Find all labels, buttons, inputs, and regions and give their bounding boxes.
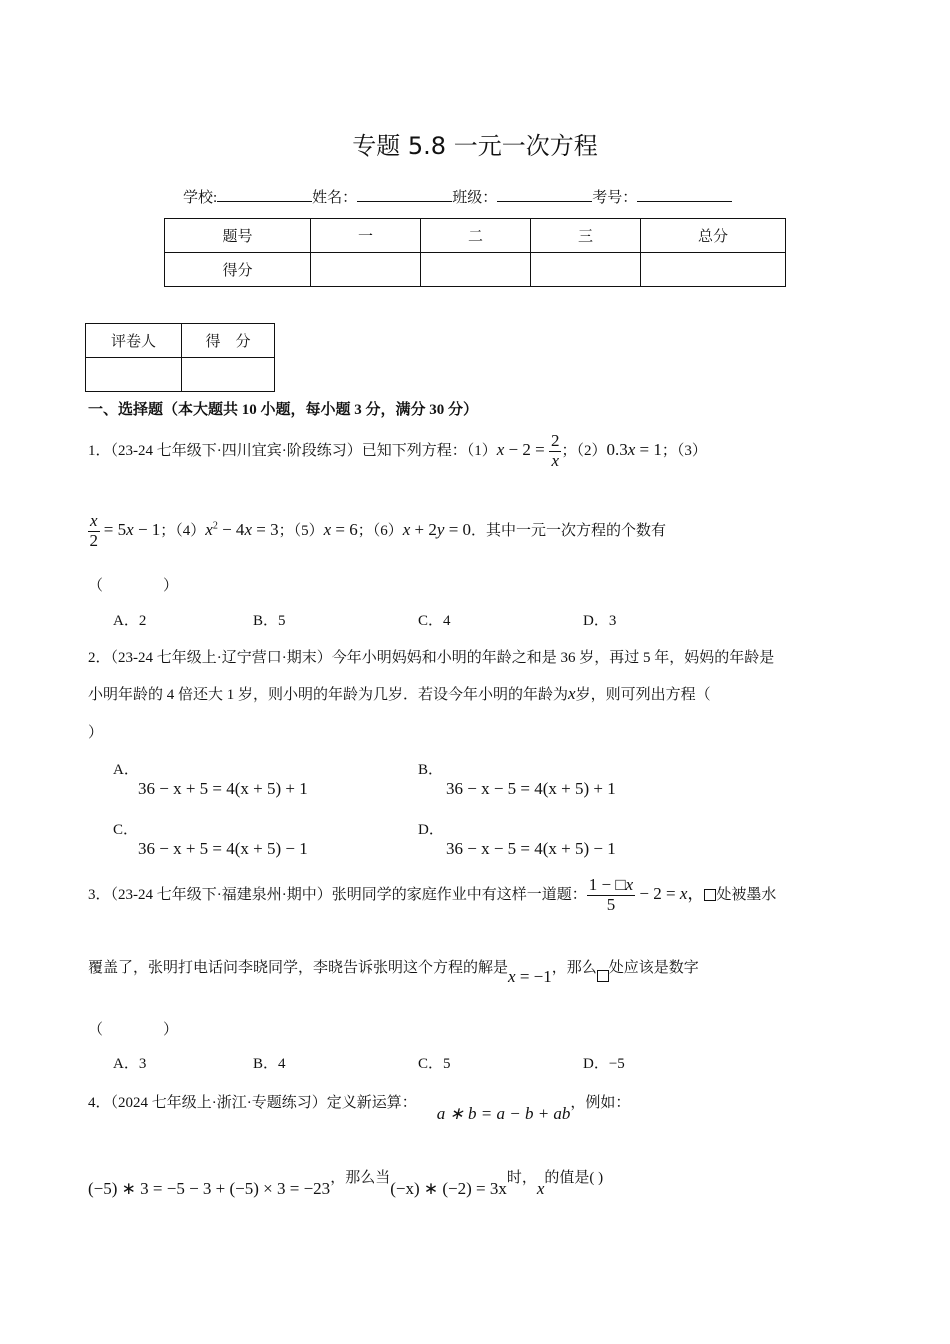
header-cell: 一 (311, 219, 421, 253)
q1-text: 1．（23-24 七年级下·四川宜宾·阶段练习）已知下列方程：（1） (88, 443, 497, 460)
header-cell: 评卷人 (86, 324, 182, 358)
q4-condition: (−x) ∗ (−2) = 3x (390, 1179, 507, 1198)
q4-definition: a ∗ b = a − b + ab (436, 1104, 571, 1123)
q1-text: ；（2） (561, 443, 607, 460)
header-cell: 题号 (165, 219, 311, 253)
question-4 (88, 1091, 631, 1123)
option-b[interactable]: B．4 (253, 1056, 286, 1072)
q1-text: ；（4） (160, 523, 206, 540)
question-4-line2: (−5) ∗ 3 = −5 − 3 + (−5) × 3 = −23，那么当(−x) ∗ (−2) = 3x时，x的值是( ) (88, 1170, 604, 1198)
grader-cell[interactable] (182, 358, 275, 392)
score-table (164, 218, 786, 287)
ink-box-icon (597, 970, 609, 982)
row-label: 得分 (165, 253, 311, 287)
question-1 (88, 432, 707, 470)
school-field[interactable] (217, 187, 312, 202)
exam-no-field[interactable] (637, 187, 732, 202)
option-label: C． (113, 822, 139, 838)
q4-text: 的值是( ) (544, 1170, 604, 1186)
question-2-line2: 小明年龄的 4 倍还大 1 岁，则小明的年龄为几岁．若设今年小明的年龄为x岁，则可列出方程（ (88, 684, 711, 703)
q3-text: ，那么 (551, 960, 597, 976)
q4-text: ，那么当 (330, 1170, 391, 1186)
option-label: D． (418, 822, 444, 838)
option-expr: 36 − x + 5 = 4(x + 5) − 1 (138, 839, 308, 858)
class-field[interactable] (497, 187, 592, 202)
eq1: x − 2 = $\frac{2}{x}$ (496, 431, 560, 470)
q3-equation: $\frac{1 - □x}{5}$ − 2 = x， (588, 875, 705, 914)
score-cell[interactable] (421, 253, 531, 287)
option-b[interactable]: B．5 (253, 613, 286, 629)
option-expr: 36 − x − 5 = 4(x + 5) − 1 (446, 839, 616, 858)
q4-text: 时， (506, 1170, 537, 1186)
grader-table (85, 323, 275, 392)
student-info (183, 186, 732, 207)
header-cell: 得 分 (182, 324, 275, 358)
option-d[interactable]: D．3 (583, 613, 617, 629)
header-cell: 三 (531, 219, 641, 253)
header-cell: 二 (421, 219, 531, 253)
q2-text: 小明年龄的 4 倍还大 1 岁，则小明的年龄为几岁．若设今年小明的年龄为 (88, 687, 569, 703)
answer-paren: （ ） (88, 1022, 179, 1038)
q3-text: 覆盖了，张明打电话问李晓同学，李晓告诉张明这个方程的解是 (88, 960, 509, 976)
option-a[interactable] (113, 758, 308, 799)
question-2: 2．（23-24 七年级上·辽宁营口·期末）今年小明妈妈和小明的年龄之和是 36 岁，再过 5 年，妈妈的年龄是 (88, 650, 775, 666)
score-cell[interactable] (531, 253, 641, 287)
page-title: 专题 5.8 一元一次方程 (352, 132, 598, 160)
option-c[interactable]: C．4 (418, 613, 451, 629)
option-c[interactable] (113, 818, 308, 859)
name-label: 姓名： (312, 190, 358, 206)
q2-text: ） (88, 725, 104, 741)
class-label: 班级： (452, 190, 498, 206)
option-a[interactable]: A．2 (113, 613, 147, 629)
score-cell[interactable] (641, 253, 786, 287)
q3-text: 处被墨水 (716, 887, 777, 904)
eq3: $\frac{x}{2}$ = 5x − 1 (89, 511, 161, 550)
eq6: x + 2y = 0 (402, 520, 472, 540)
option-b[interactable] (418, 758, 616, 799)
option-label: A． (113, 762, 139, 778)
option-a[interactable]: A．3 (113, 1056, 147, 1072)
question-3 (88, 876, 776, 914)
answer-paren: （ ） (88, 578, 179, 594)
option-d[interactable] (418, 818, 616, 859)
q3-text: 3．（23-24 七年级下·福建泉州·期中）张明同学的家庭作业中有这样一道题： (88, 887, 587, 904)
eq4: $x^2 - 4x = 3$ (205, 520, 279, 540)
q2-text: 岁，则可列出方程（ (575, 687, 711, 703)
option-c[interactable]: C．5 (418, 1056, 451, 1072)
section-heading: 一、选择题（本大题共 10 小题，每小题 3 分，满分 30 分） (88, 402, 479, 418)
q1-text: ；（3） (661, 443, 707, 460)
option-expr: 36 − x + 5 = 4(x + 5) + 1 (138, 779, 308, 798)
eq2: 0.3x = 1 (606, 440, 662, 460)
ink-box-icon (704, 889, 716, 901)
q3-text: 处应该是数字 (608, 960, 699, 976)
q4-text: 4．（2024 七年级上·浙江·专题练习）定义新运算： (88, 1095, 417, 1111)
q4-example: (−5) ∗ 3 = −5 − 3 + (−5) × 3 = −23 (88, 1179, 331, 1198)
question-1-line2 (88, 512, 666, 550)
option-label: B． (418, 762, 444, 778)
exam-no-label: 考号： (592, 190, 638, 206)
q3-solution: x = −1 (508, 967, 552, 986)
q4-text: ，例如： (570, 1095, 631, 1111)
header-cell: 总分 (641, 219, 786, 253)
question-3-line2 (88, 956, 699, 986)
name-field[interactable] (357, 187, 452, 202)
q1-text: ；（5） (278, 523, 324, 540)
grader-cell[interactable] (86, 358, 182, 392)
option-d[interactable]: D．−5 (583, 1056, 625, 1072)
school-label: 学校: (183, 190, 218, 206)
eq5: x = 6 (323, 520, 358, 540)
q1-text: ；（6） (357, 523, 403, 540)
option-expr: 36 − x − 5 = 4(x + 5) + 1 (446, 779, 616, 798)
q1-text: ．其中一元一次方程的个数有 (471, 523, 667, 540)
score-cell[interactable] (311, 253, 421, 287)
